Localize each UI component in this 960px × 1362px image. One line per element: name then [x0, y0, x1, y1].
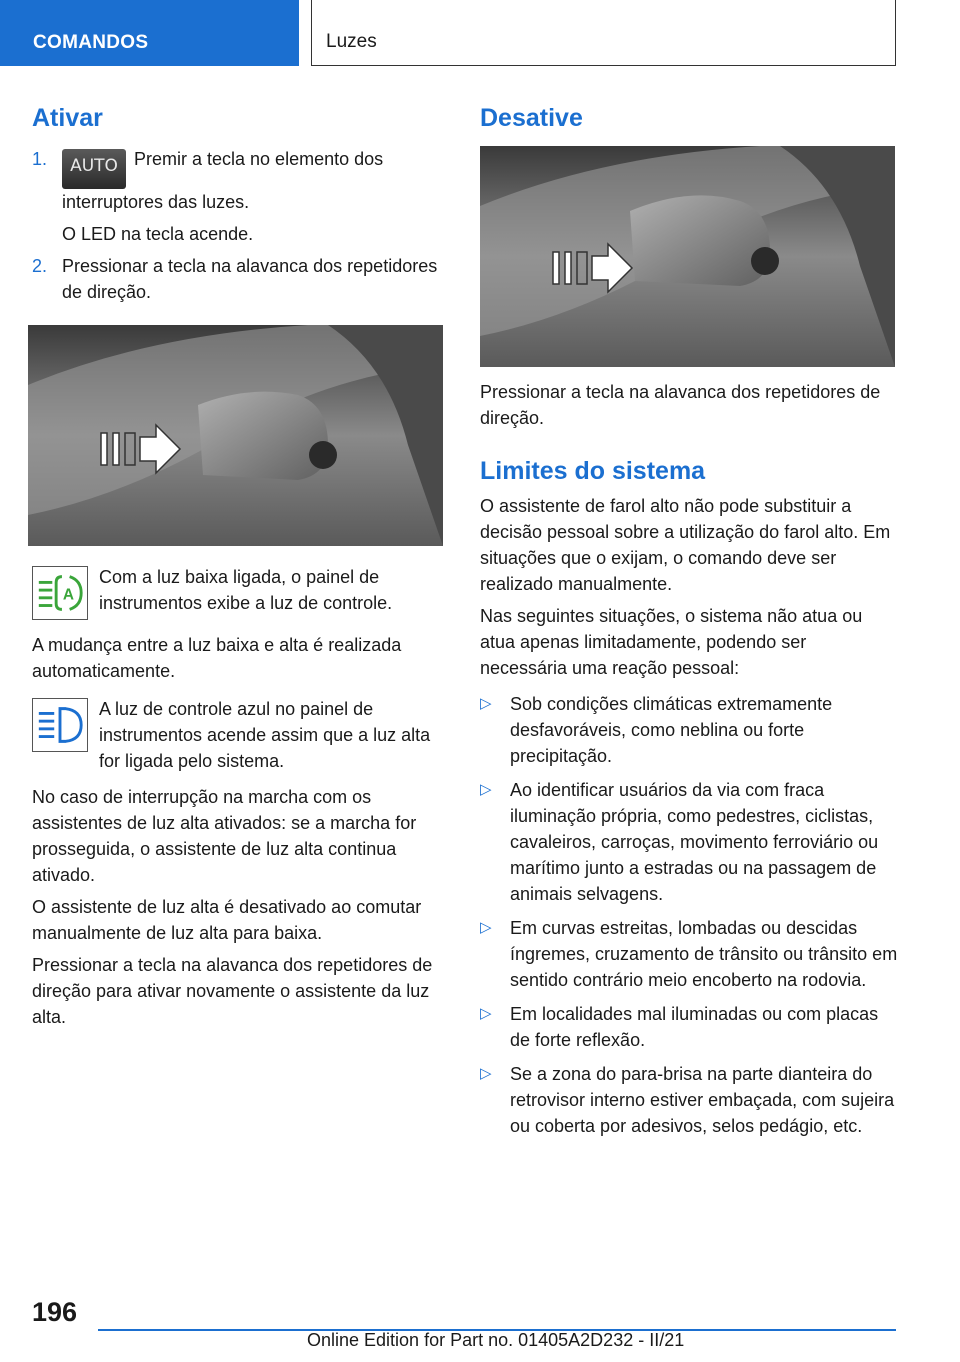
bullet-triangle-icon: ▷ — [480, 781, 492, 798]
high-beam-indicator-text: A luz de controle azul no painel de instrumentos acende assim que a luz alta for ligada pelo sistema. — [99, 699, 431, 771]
turn-signal-lever-photo-deactivate — [480, 146, 895, 367]
step-1 — [32, 146, 450, 247]
topic-header: Luzes — [311, 0, 896, 66]
high-beam-blue-icon — [32, 698, 88, 752]
auto-button-icon: AUTO — [62, 149, 126, 189]
step-1-text: Premir a tecla no elemento dos interruptores das luzes. — [62, 149, 384, 212]
low-beam-indicator-text: Com a luz baixa ligada, o painel de instrumentos exibe a luz de controle. — [99, 567, 393, 613]
page-number: 196 — [32, 1297, 78, 1327]
interruption-paragraph: No caso de interrupção na marcha com os assistentes de luz alta ativados: se a marcha for prosseguida, o assistente de luz alta continua ativado. — [32, 787, 417, 885]
deactivate-instruction: Pressionar a tecla na alavanca dos repetidores de direção. — [480, 382, 881, 428]
bullet-triangle-icon: ▷ — [480, 1065, 492, 1082]
bullet-triangle-icon: ▷ — [480, 1005, 492, 1022]
high-beam-indicator-note — [32, 696, 450, 774]
list-item: ▷ Se a zona do para-brisa na parte dianteira do retrovisor interno estiver embaçada, com sujeira ou coberta por adesivos, selos pedágio, etc. — [480, 1061, 898, 1139]
step-1-result: O LED na tecla acende. — [62, 224, 254, 244]
high-beam-assistant-green-icon — [32, 566, 88, 620]
list-item: ▷ Em localidades mal iluminadas ou com placas de forte reflexão. — [480, 1001, 898, 1053]
reactivation-paragraph: Pressionar a tecla na alavanca dos repetidores de direção para ativar novamente o assistente da luz alta. — [32, 955, 433, 1027]
step-2-number: 2. — [32, 256, 48, 276]
step-2 — [32, 253, 450, 305]
right-column — [480, 100, 898, 1147]
list-item: ▷ Ao identificar usuários da via com fraca iluminação própria, como pedestres, ciclistas, cavaleiros, carroças, movimento ferroviário ou marítimo junto a estradas ou na passagem de animais selvagens. — [480, 777, 898, 907]
automatic-switch-paragraph: A mudança entre a luz baixa e alta é realizada automaticamente. — [32, 635, 402, 681]
ativar-heading: Ativar — [32, 104, 103, 132]
low-beam-indicator-note — [32, 564, 450, 624]
bullet-triangle-icon: ▷ — [480, 695, 492, 712]
section-header: COMANDOS — [0, 0, 299, 66]
step-1-number: 1. — [32, 149, 48, 169]
deactivation-paragraph: O assistente de luz alta é desativado ao comutar manualmente de luz alta para baixa. — [32, 897, 422, 943]
bullet-triangle-icon: ▷ — [480, 919, 492, 936]
desative-heading: Desative — [480, 104, 583, 132]
turn-signal-lever-photo-activate — [28, 325, 443, 546]
svg-text:A: A — [62, 586, 75, 604]
list-item: ▷ Sob condições climáticas extremamente desfavoráveis, como neblina ou forte precipitação. — [480, 691, 898, 769]
left-column — [32, 100, 450, 1036]
system-limits-heading: Limites do sistema — [480, 457, 706, 485]
step-2-text: Pressionar a tecla na alavanca dos repetidores de direção. — [62, 256, 438, 302]
limits-intro-paragraph: O assistente de farol alto não pode substituir a decisão pessoal sobre a utilização do farol alto. Em situações que o exijam, o comando deve ser realizado manualmente. — [480, 496, 891, 594]
limits-situations-paragraph: Nas seguintes situações, o sistema não atua ou atua apenas limitadamente, podendo ser necessária uma reação pessoal: — [480, 606, 863, 678]
edition-link[interactable]: Online Edition for Part no. 01405A2D232 - II/21 — [307, 1330, 685, 1350]
limits-list — [480, 691, 898, 1139]
list-item: ▷ Em curvas estreitas, lombadas ou descidas íngremes, cruzamento de trânsito ou trânsito em sentido contrário meio encoberto na rodovia. — [480, 915, 898, 993]
